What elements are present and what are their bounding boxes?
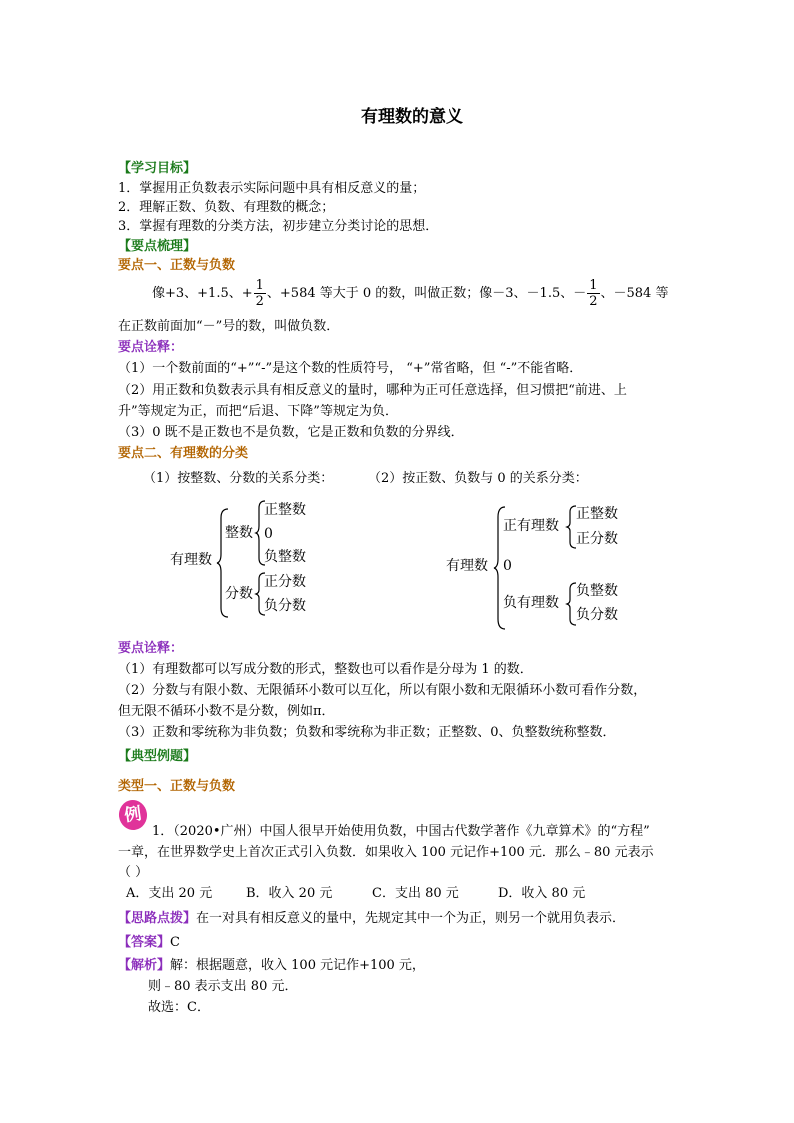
examples-heading: 【典型例题】: [118, 749, 197, 764]
option-a: A．支出 20 元: [126, 886, 213, 901]
goal-item: 2．理解正数、负数、有理数的概念；: [118, 200, 335, 215]
tree-leaf: 正分数: [264, 574, 306, 590]
note-item: （3）正数和零统称为非负数；负数和零统称为非正数；正整数、0、负整数统称整数．: [118, 725, 616, 740]
tree-root: 有理数: [170, 552, 212, 568]
note-item: （2）分数与有限小数、无限循环小数可以互化，所以有限小数和无限循环小数可看作分数，: [118, 683, 647, 698]
tree-leaf: 负分数: [264, 598, 306, 614]
point1-definition-line: [152, 276, 668, 312]
note-heading: 要点诠释：: [118, 641, 184, 656]
def-text-a: 像+3、+1.5、+: [152, 286, 253, 301]
classification-method-2: （2）按正数、负数与 0 的关系分类：: [368, 471, 588, 486]
note-item: （1）一个数前面的“+”“-”是这个数的性质符号， “+”常省略，但 “-”不能省略．: [118, 361, 583, 376]
question-line: 一章，在世界数学史上首次正式引入负数．如果收入 100 元记作+100 元．那么﹣80 元表示: [118, 845, 654, 860]
tree-leaf: 正整数: [264, 502, 306, 518]
tree-leaf: 0: [264, 526, 273, 542]
point1-heading: 要点一、正数与负数: [118, 258, 236, 273]
question-line: 1．（2020•广州）中国人很早开始使用负数，中国古代数学著作《九章算术》的“方程”: [152, 824, 650, 839]
answer-text: C: [170, 935, 180, 950]
analysis: [118, 957, 425, 975]
tree-leaf: 正整数: [576, 506, 618, 522]
note-item: （3）0 既不是正数也不是负数，它是正数和负数的分界线．: [118, 425, 464, 440]
analysis-text: 解：根据题意，收入 100 元记作+100 元，: [170, 958, 425, 973]
def-text-c: 、－584 等: [600, 286, 669, 301]
answer-label: 【答案】: [118, 935, 171, 950]
tree-leaf: 负分数: [576, 607, 618, 623]
note-item: 升”等规定为正，而把“后退、下降”等规定为负．: [118, 404, 398, 419]
tree-leaf: 负整数: [576, 583, 618, 599]
tree-node-negative-rational: 负有理数: [503, 595, 559, 611]
fraction-half: $\frac{1}{2}$: [589, 278, 598, 309]
tree-node-positive-rational: 正有理数: [503, 518, 559, 534]
option-c: C．支出 80 元: [372, 886, 459, 901]
note-item: （2）用正数和负数表示具有相反意义的量时，哪种为正可任意选择，但习惯把“前进、上: [118, 383, 627, 398]
classification-method-1: （1）按整数、分数的关系分类：: [143, 471, 334, 486]
analysis-line: 故选：C．: [148, 1000, 210, 1015]
page-title: 有理数的意义: [361, 107, 463, 127]
question-blank: （ ）: [118, 865, 149, 880]
goal-item: 3．掌握有理数的分类方法，初步建立分类讨论的思想．: [118, 219, 439, 234]
hint-text: 在一对具有相反意义的量中，先规定其中一个为正，则另一个就用负表示．: [196, 911, 626, 926]
note-item: 但无限不循环小数不是分数，例如π．: [118, 704, 335, 719]
option-b: B．收入 20 元: [246, 886, 333, 901]
tree-leaf: 0: [503, 558, 512, 574]
analysis-label: 【解析】: [118, 958, 171, 973]
def-text-b: 、+584 等大于 0 的数，叫做正数；像－3、－1.5、－: [266, 286, 587, 301]
negative-definition: 在正数前面加“－”号的数，叫做负数．: [118, 319, 340, 334]
tree-leaf: 正分数: [576, 531, 618, 547]
tree-root: 有理数: [446, 558, 488, 574]
answer: [118, 934, 180, 952]
learning-goals-heading: 【学习目标】: [118, 161, 197, 176]
analysis-line: 则﹣80 表示支出 80 元．: [148, 979, 298, 994]
type1-heading: 类型一、正数与负数: [118, 779, 236, 794]
hint: [118, 910, 625, 928]
hint-label: 【思路点拨】: [118, 911, 197, 926]
fraction-half: $\frac{1}{2}$: [255, 278, 264, 309]
tree-node-fraction: 分数: [225, 586, 253, 602]
tree-leaf: 负整数: [264, 549, 306, 565]
goal-item: 1．掌握用正负数表示实际问题中具有相反意义的量；: [118, 181, 426, 196]
key-points-heading: 【要点梳理】: [118, 239, 197, 254]
option-d: D．收入 80 元: [498, 886, 586, 901]
tree-node-integer: 整数: [225, 525, 253, 541]
example-badge: 例: [117, 798, 149, 832]
note-heading: 要点诠释：: [118, 340, 184, 355]
point2-heading: 要点二、有理数的分类: [118, 446, 249, 461]
note-item: （1）有理数都可以写成分数的形式，整数也可以看作是分母为 1 的数．: [118, 662, 533, 677]
